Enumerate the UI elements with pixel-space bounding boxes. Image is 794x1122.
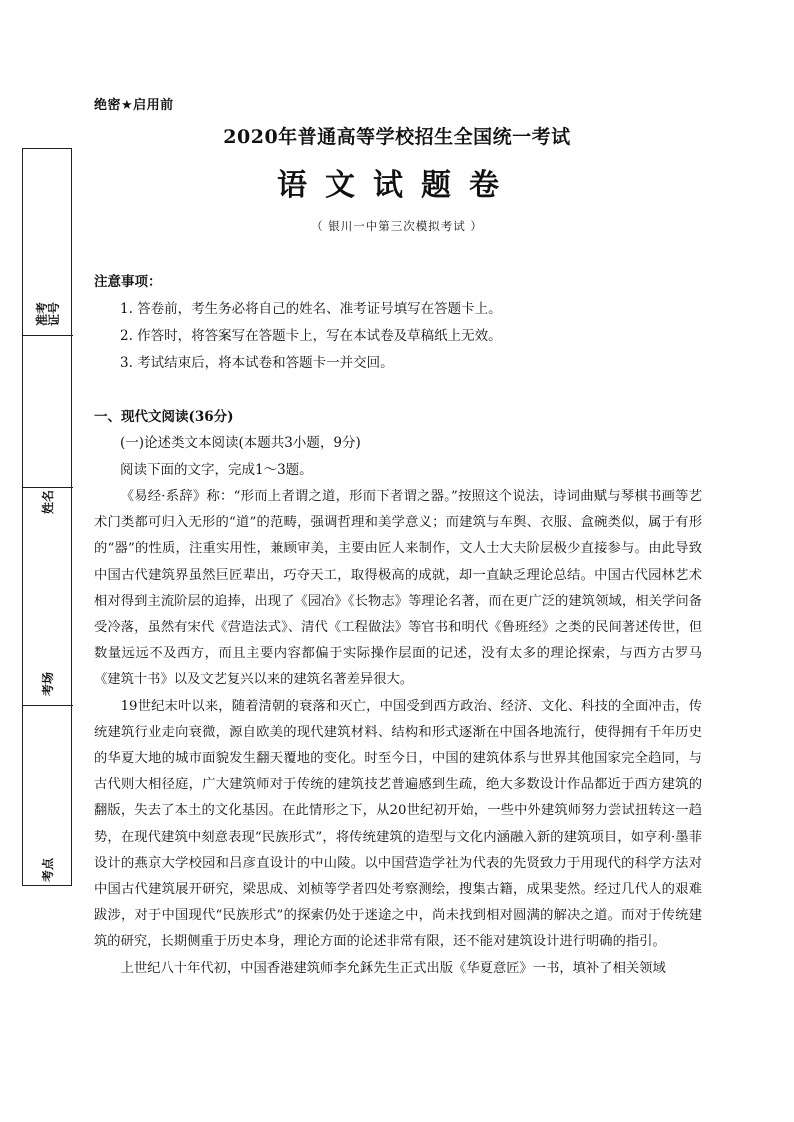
notice-item: 2. 作答时，将答案写在答题卡上，写在本试卷及草稿纸上无效。 — [120, 328, 502, 344]
binding-label-exam-room: 考场 — [40, 671, 55, 697]
binding-label-exam-number: 准考证号 — [35, 302, 61, 327]
notice-item: 3. 考试结束后，将本试卷和答题卡一并交回。 — [120, 355, 394, 371]
passage-paragraph: 19世纪末叶以来，随着清朝的衰落和灭亡，中国受到西方政治、经济、文化、科技的全面冲击，传统建筑行业走向衰微，源自欧美的现代建筑材料、结构和形式逐渐在中国各地流行，使得拥有千年历史的华夏大地的城市面貌发生翻天覆地的变化。时至今日，中国的建筑体系与世界其他国家完全趋同，与古代则大相径庭，广大建筑师对于传统的建筑技艺普遍感到生疏，绝大多数设计作品都近于西方建筑的翻版，失去了本土的文化基因。在此情形之下，从20世纪初开始，一些中外建筑师努力尝试扭转这一趋势，在现代建筑中刻意表现“民族形式”，将传统建筑的造型与文化内涵融入新的建筑项目，如亨利·墨菲设计的燕京大学校园和吕彦直设计的中山陵。以中国营造学社为代表的先贤致力于用现代的科学方法对中国古代建筑展开研究，梁思成、刘桢等学者四处考察测绘，搜集古籍，成果斐然。经过几代人的艰难跋涉，对于中国现代“民族形式”的探索仍处于迷途之中，尚未找到相对圆满的解决之道。而对于传统建筑的研究，长期侧重于历史本身，理论方面的论述非常有限，还不能对建筑设计进行明确的指引。 — [94, 698, 702, 950]
binding-divider — [23, 335, 73, 336]
notice-heading: 注意事项： — [94, 274, 162, 290]
exam-subtitle: （ 银川一中第三次模拟考试 ） — [311, 219, 483, 233]
passage-paragraph: 上世纪八十年代初，中国香港建筑师李允鉌先生正式出版《华夏意匠》一书，填补了相关领域 — [120, 960, 666, 976]
reading-passage — [94, 484, 702, 982]
confidential-label: 绝密★启用前 — [94, 98, 174, 113]
binding-label-exam-site: 考点 — [40, 857, 55, 883]
passage-paragraph: 《易经·系辞》称：“形而上者谓之道，形而下者谓之器。”按照这个说法，诗词曲赋与琴棋书画等艺术门类都可归入无形的“道”的范畴，强调哲理和美学意义；而建筑与车舆、衣服、盒碗类似，属于有形的“器”的性质，注重实用性，兼顾审美，主要由匠人来制作，文人士大夫阶层极少直接参与。由此导致中国古代建筑界虽然巨匠辈出，巧夺天工，取得极高的成就，却一直缺乏理论总结。中国古代园林艺术相对得到主流阶层的追捧，出现了《园冶》《长物志》等理论名著，而在更广泛的建筑领域，相关学问备受冷落，虽然有宋代《营造法式》、清代《工程做法》等官书和明代《鲁班经》之类的民间著述传世，但数量远远不及西方，而且主要内容都偏于实际操作层面的记述，没有太多的理论探索，与西方古罗马《建筑十书》以及文艺复兴以来的建筑名著差异很大。 — [94, 489, 702, 688]
paper-title: 语文试题卷 — [277, 168, 517, 203]
binding-divider — [23, 705, 73, 706]
subsection-heading: (一)论述类文本阅读(本题共3小题，9分) — [120, 435, 361, 451]
binding-label-name: 姓名 — [40, 489, 55, 515]
exam-title: 2020年普通高等学校招生全国统一考试 — [223, 126, 571, 148]
notice-item: 1. 答卷前，考生务必将自己的姓名、准考证号填写在答题卡上。 — [120, 301, 502, 317]
section-heading: 一、现代文阅读(36分) — [94, 409, 234, 425]
reading-instruction: 阅读下面的文字，完成1～3题。 — [120, 462, 313, 478]
notice-list — [120, 296, 502, 377]
binding-column — [22, 148, 72, 886]
